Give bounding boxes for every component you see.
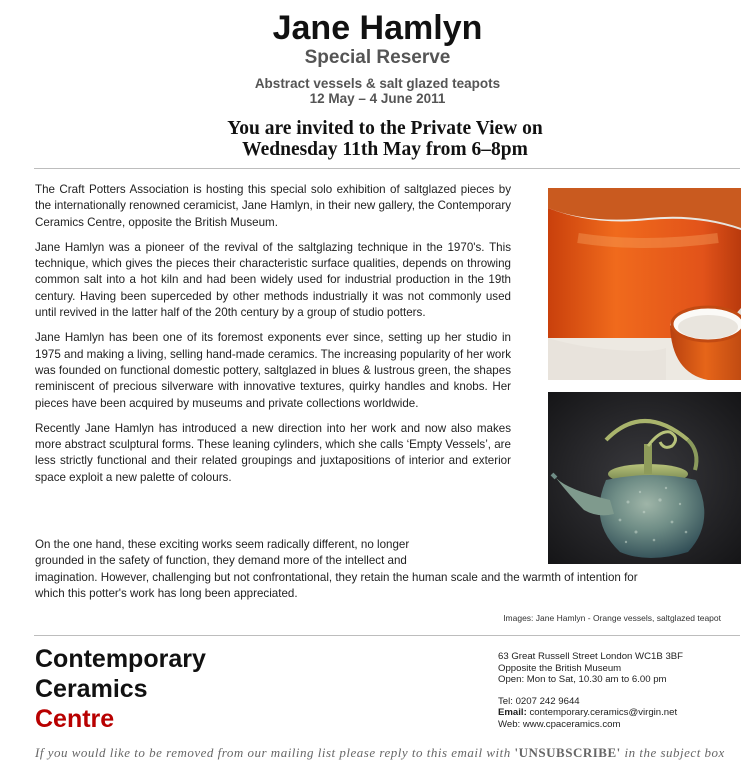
email-label: Email: — [498, 707, 527, 718]
exhibition-subtitle: Special Reserve — [304, 47, 451, 68]
paragraph-2: Jane Hamlyn was a pioneer of the revival of the saltglazing technique in the 1970's. This technique, which gives the pieces their characteristic surface qualities, depends on throwing common salt into a hot kiln and had been widely used for industrial production in the 19th century. Having been superceded by other methods industrially it was not commonly used until revived in the latter half of the 20th century by a group of studio potters. — [35, 240, 511, 320]
exhibition-description — [35, 182, 511, 495]
exhibition-title: Jane Hamlyn — [272, 9, 483, 47]
exhibition-dates: 12 May – 4 June 2011 — [309, 91, 446, 106]
paragraph-5-line-3: imagination. However, challenging but not confrontational, they retain the human scale and the warmth of intention for — [35, 570, 638, 584]
unsubscribe-keyword: 'UNSUBSCRIBE' — [514, 745, 621, 760]
email-line — [498, 707, 683, 719]
paragraph-4: Recently Jane Hamlyn has introduced a new direction into her work and now also makes more abstract sculptural forms. These leaning cylinders, which she calls ‘Empty Vessels’, are less strictly functional and their related groupings and juxtapositions of interior and exterior space exploit a new palette of colours. — [35, 421, 511, 484]
exhibition-tagline — [0, 76, 755, 106]
location-note: Opposite the British Museum — [498, 662, 622, 674]
centre-name-line-1: Contemporary — [35, 645, 206, 673]
tagline-text: Abstract vessels & salt glazed teapots — [254, 76, 501, 91]
unsubscribe-note — [35, 745, 755, 761]
contact-spacer — [498, 686, 683, 696]
street-address: 63 Great Russell Street London WC1B 3BF — [498, 651, 684, 662]
contact-details — [498, 651, 683, 730]
opening-hours: Open: Mon to Sat, 10.30 am to 6.00 pm — [498, 674, 667, 685]
paragraph-5-line-2: grounded in the safety of function, they demand more of the intellect and — [35, 554, 407, 568]
telephone: Tel: 0207 242 9644 — [498, 695, 580, 707]
website-link[interactable]: Web: www.cpaceramics.com — [498, 718, 621, 730]
orange-vessels-image — [548, 188, 741, 380]
orange-vessels-photo — [548, 188, 741, 380]
paragraph-5-line-4: which this potter's work has long been appreciated. — [35, 586, 298, 600]
invitation-line-1: You are invited to the Private View on — [227, 118, 543, 139]
teapot-image — [548, 392, 741, 564]
image-credit: Images: Jane Hamlyn - Orange vessels, saltglazed teapot — [503, 613, 721, 623]
paragraph-1: The Craft Potters Association is hosting this special solo exhibition of saltglazed pieces by the internationally renowned ceramicist, Jane Hamlyn, in their new gallery, the Contemporary Ceramics Centre, opposite the British Museum. — [35, 183, 511, 229]
unsubscribe-text-after: in the subject box — [620, 745, 725, 760]
invitation-line-2: Wednesday 11th May from 6–8pm — [242, 139, 528, 160]
top-divider — [34, 168, 740, 169]
centre-logo-text — [35, 644, 206, 734]
paragraph-5-line-1: On the one hand, these exciting works seem radically different, no longer — [35, 538, 410, 551]
paragraph-3: Jane Hamlyn has been one of its foremost exponents ever since, setting up her studio in 1975 and making a living, selling hand-made ceramics. The increasing popularity of her work was founded on functional domestic pottery, saltglazed in blues & lustrous green, the shapes reminiscent of precious silverware with innovative textures, quirky handles and knobs. Her pieces have been acquired by museums and private collections worldwide. — [35, 331, 511, 410]
private-view-invitation — [0, 118, 755, 160]
centre-name-line-3: Centre — [35, 705, 115, 733]
email-link[interactable]: contemporary.ceramics@virgin.net — [529, 707, 678, 718]
teapot-photo — [548, 392, 741, 564]
bottom-divider — [34, 635, 740, 636]
unsubscribe-text-before: If you would like to be removed from our mailing list please reply to this email with — [35, 745, 515, 760]
centre-name-line-2: Ceramics — [35, 675, 148, 703]
